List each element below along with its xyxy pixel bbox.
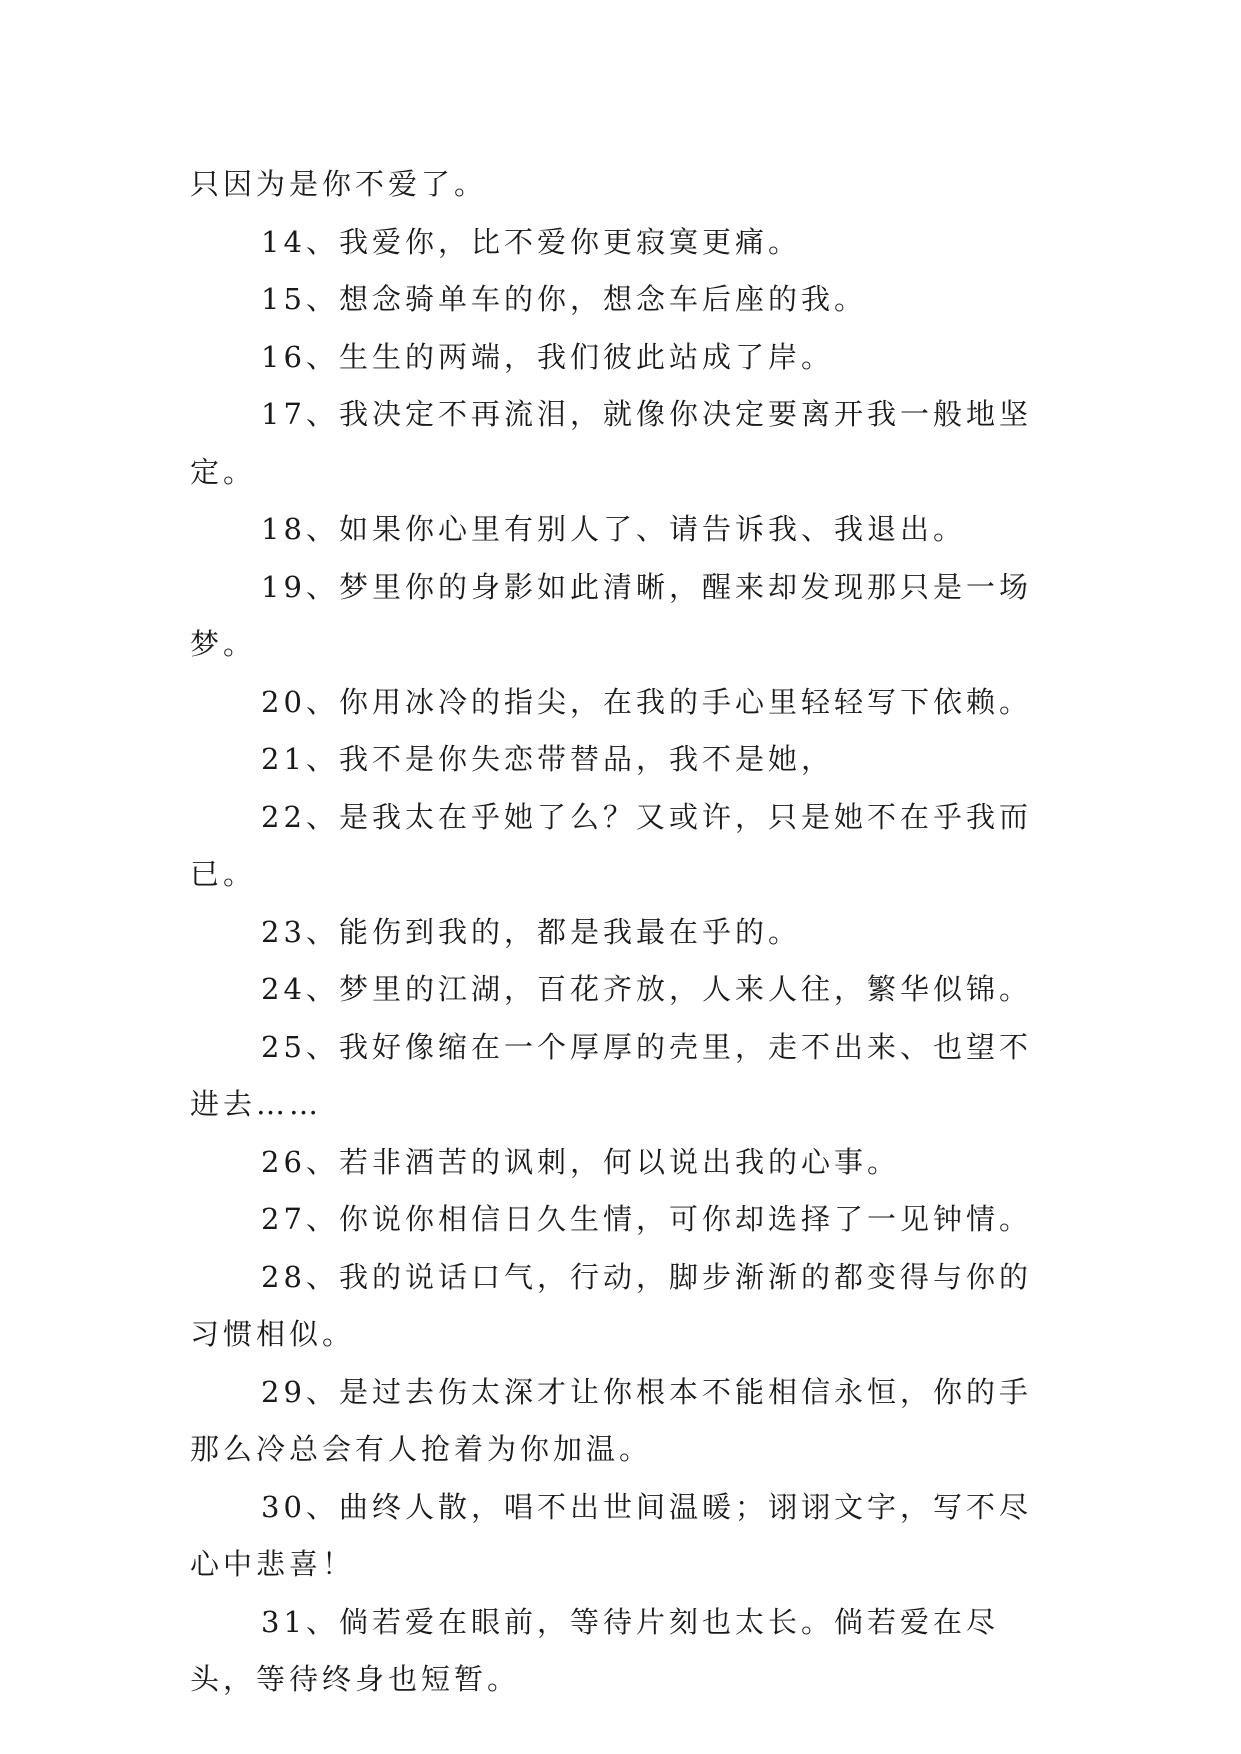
paragraph-16: 16、生生的两端，我们彼此站成了岸。 — [261, 339, 834, 374]
paragraph-27: 27、你说你相信日久生情，可你却选择了一见钟情。 — [261, 1202, 1032, 1236]
paragraph-26: 26、若非酒苦的讽刺，何以说出我的心事。 — [261, 1144, 900, 1179]
paragraph-30: 30、曲终人散，唱不出世间温暖；诩诩文字，写不尽心中悲喜！ — [190, 1489, 1032, 1581]
paragraph-25: 25、我好像缩在一个厚厚的壳里，走不出来、也望不进去…… — [190, 1029, 1032, 1121]
paragraph-19: 19、梦里你的身影如此清晰，醒来却发现那只是一场梦。 — [190, 569, 1032, 661]
paragraph-continuation: 只因为是你不爱了。 — [190, 167, 488, 201]
paragraph-15: 15、想念骑单车的你，想念车后座的我。 — [261, 282, 867, 316]
paragraph-22: 22、是我太在乎她了么？又或许，只是她不在乎我而已。 — [190, 799, 1032, 891]
paragraph-14: 14、我爱你，比不爱你更寂寞更痛。 — [261, 224, 801, 259]
document-body — [190, 156, 1060, 1709]
paragraph-31: 31、倘若爱在眼前，等待片刻也太长。倘若爱在尽头，等待终身也短暂。 — [190, 1604, 999, 1696]
paragraph-24: 24、梦里的江湖，百花齐放，人来人往，繁华似锦。 — [261, 972, 1032, 1006]
paragraph-20: 20、你用冰冷的指尖，在我的手心里轻轻写下依赖。 — [261, 684, 1032, 719]
paragraph-17: 17、我决定不再流泪，就像你决定要离开我一般地坚定。 — [190, 397, 1032, 489]
paragraph-18: 18、如果你心里有别人了、请告诉我、我退出。 — [261, 512, 966, 546]
paragraph-23: 23、能伤到我的，都是我最在乎的。 — [261, 914, 801, 949]
paragraph-29: 29、是过去伤太深才让你根本不能相信永恒，你的手那么冷总会有人抢着为你加温。 — [190, 1374, 1032, 1466]
paragraph-21: 21、我不是你失恋带替品，我不是她， — [261, 742, 834, 776]
paragraph-28: 28、我的说话口气，行动，脚步渐渐的都变得与你的习惯相似。 — [190, 1259, 1032, 1351]
